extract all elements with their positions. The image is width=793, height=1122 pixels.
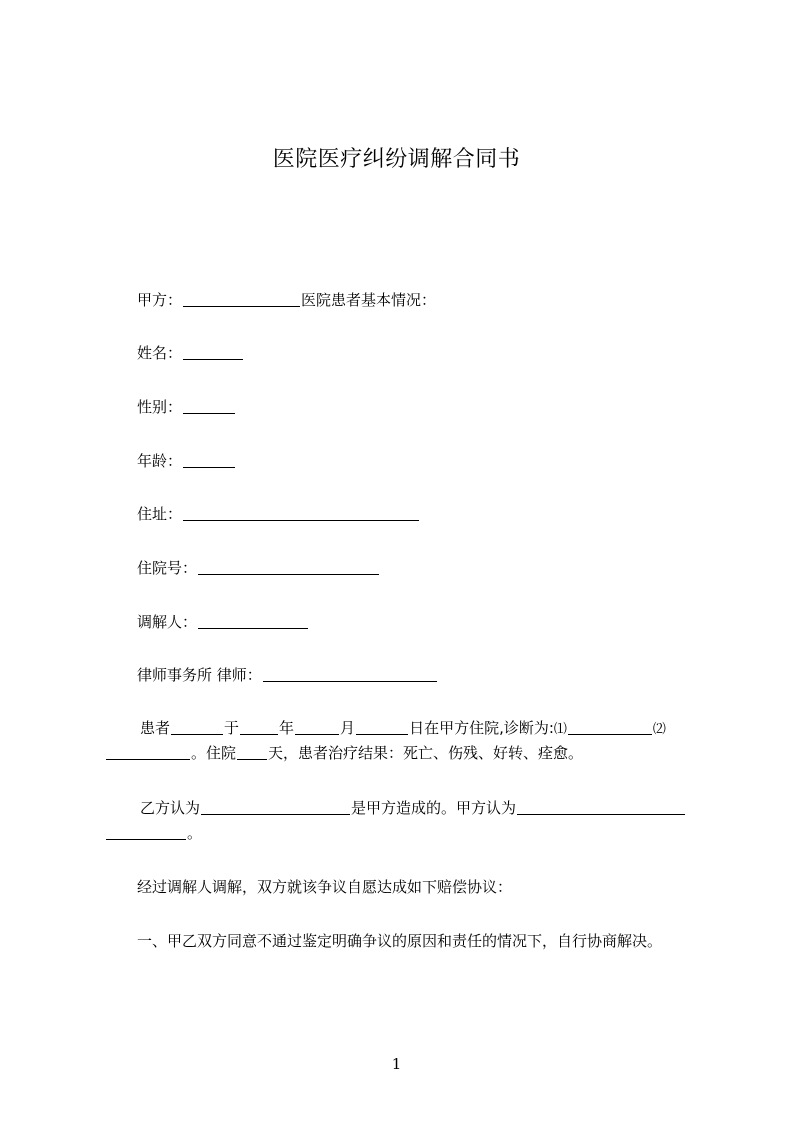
- name-line: [137, 343, 244, 363]
- party-a-suffix: 医院患者基本情况：: [301, 291, 437, 309]
- law-firm-line: [137, 665, 438, 685]
- address-line: [137, 504, 420, 524]
- mediator-line: [137, 612, 309, 632]
- document-title: 医院医疗纠纷调解合同书: [272, 147, 521, 172]
- agreement-intro: 经过调解人调解，双方就该争议自愿达成如下赔偿协议：: [137, 878, 513, 896]
- name-blank: [183, 344, 243, 360]
- date-on-text: 于: [224, 719, 240, 737]
- treatment-result-text: 天，患者治疗结果：死亡、伤残、好转、痊愈。: [268, 744, 584, 762]
- year-text: 年: [279, 719, 295, 737]
- party-a-opinion-text: 是甲方造成的。甲方认为: [351, 799, 517, 817]
- hospital-days-blank: [237, 744, 267, 760]
- mediator-blank: [198, 613, 308, 629]
- party-a-opinion-blank-cont: [106, 824, 186, 840]
- age-label: 年龄：: [137, 452, 183, 470]
- hospitalization-text: 。住院: [191, 744, 237, 762]
- party-b-opinion-text: 乙方认为: [140, 799, 201, 817]
- name-label: 姓名：: [137, 344, 183, 362]
- diagnosis-text: 日在甲方住院,诊断为:: [409, 719, 554, 737]
- opinion-paragraph-line-1: [140, 798, 686, 818]
- party-a-blank: [183, 291, 300, 307]
- clause-1: 一、甲乙双方同意不通过鉴定明确争议的原因和责任的情况下，自行协商解决。: [137, 932, 663, 950]
- day-blank: [356, 719, 408, 735]
- party-a-label: 甲方：: [137, 291, 183, 309]
- age-line: [137, 451, 236, 471]
- admission-no-line: [137, 558, 380, 578]
- diagnosis-1-blank: [568, 719, 652, 735]
- patient-paragraph-line-2: [105, 743, 583, 763]
- year-blank: [240, 719, 278, 735]
- address-label: 住址：: [137, 505, 183, 523]
- diagnosis-2-blank: [106, 744, 190, 760]
- diagnosis-1-marker: ⑴: [553, 722, 567, 737]
- lawyer-blank: [263, 666, 437, 682]
- patient-paragraph-line-1: [140, 718, 666, 740]
- patient-text: 患者: [140, 719, 171, 737]
- admission-no-blank: [198, 559, 379, 575]
- party-b-opinion-blank: [201, 799, 350, 815]
- month-text: 月: [340, 719, 356, 737]
- month-blank: [295, 719, 339, 735]
- patient-blank: [171, 719, 223, 735]
- opinion-paragraph-line-2: [105, 823, 202, 843]
- party-a-opinion-blank: [517, 799, 685, 815]
- gender-label: 性别：: [137, 398, 183, 416]
- party-a-line: [137, 290, 436, 310]
- admission-no-label: 住院号：: [137, 559, 198, 577]
- diagnosis-2-marker: ⑵: [652, 722, 666, 737]
- page-number: 1: [391, 1055, 402, 1073]
- address-blank: [183, 505, 419, 521]
- age-blank: [183, 452, 235, 468]
- gender-line: [137, 397, 236, 417]
- law-firm-label: 律师事务所 律师：: [137, 666, 262, 684]
- gender-blank: [183, 398, 235, 414]
- mediator-label: 调解人：: [137, 613, 198, 631]
- opinion-period: 。: [187, 824, 203, 842]
